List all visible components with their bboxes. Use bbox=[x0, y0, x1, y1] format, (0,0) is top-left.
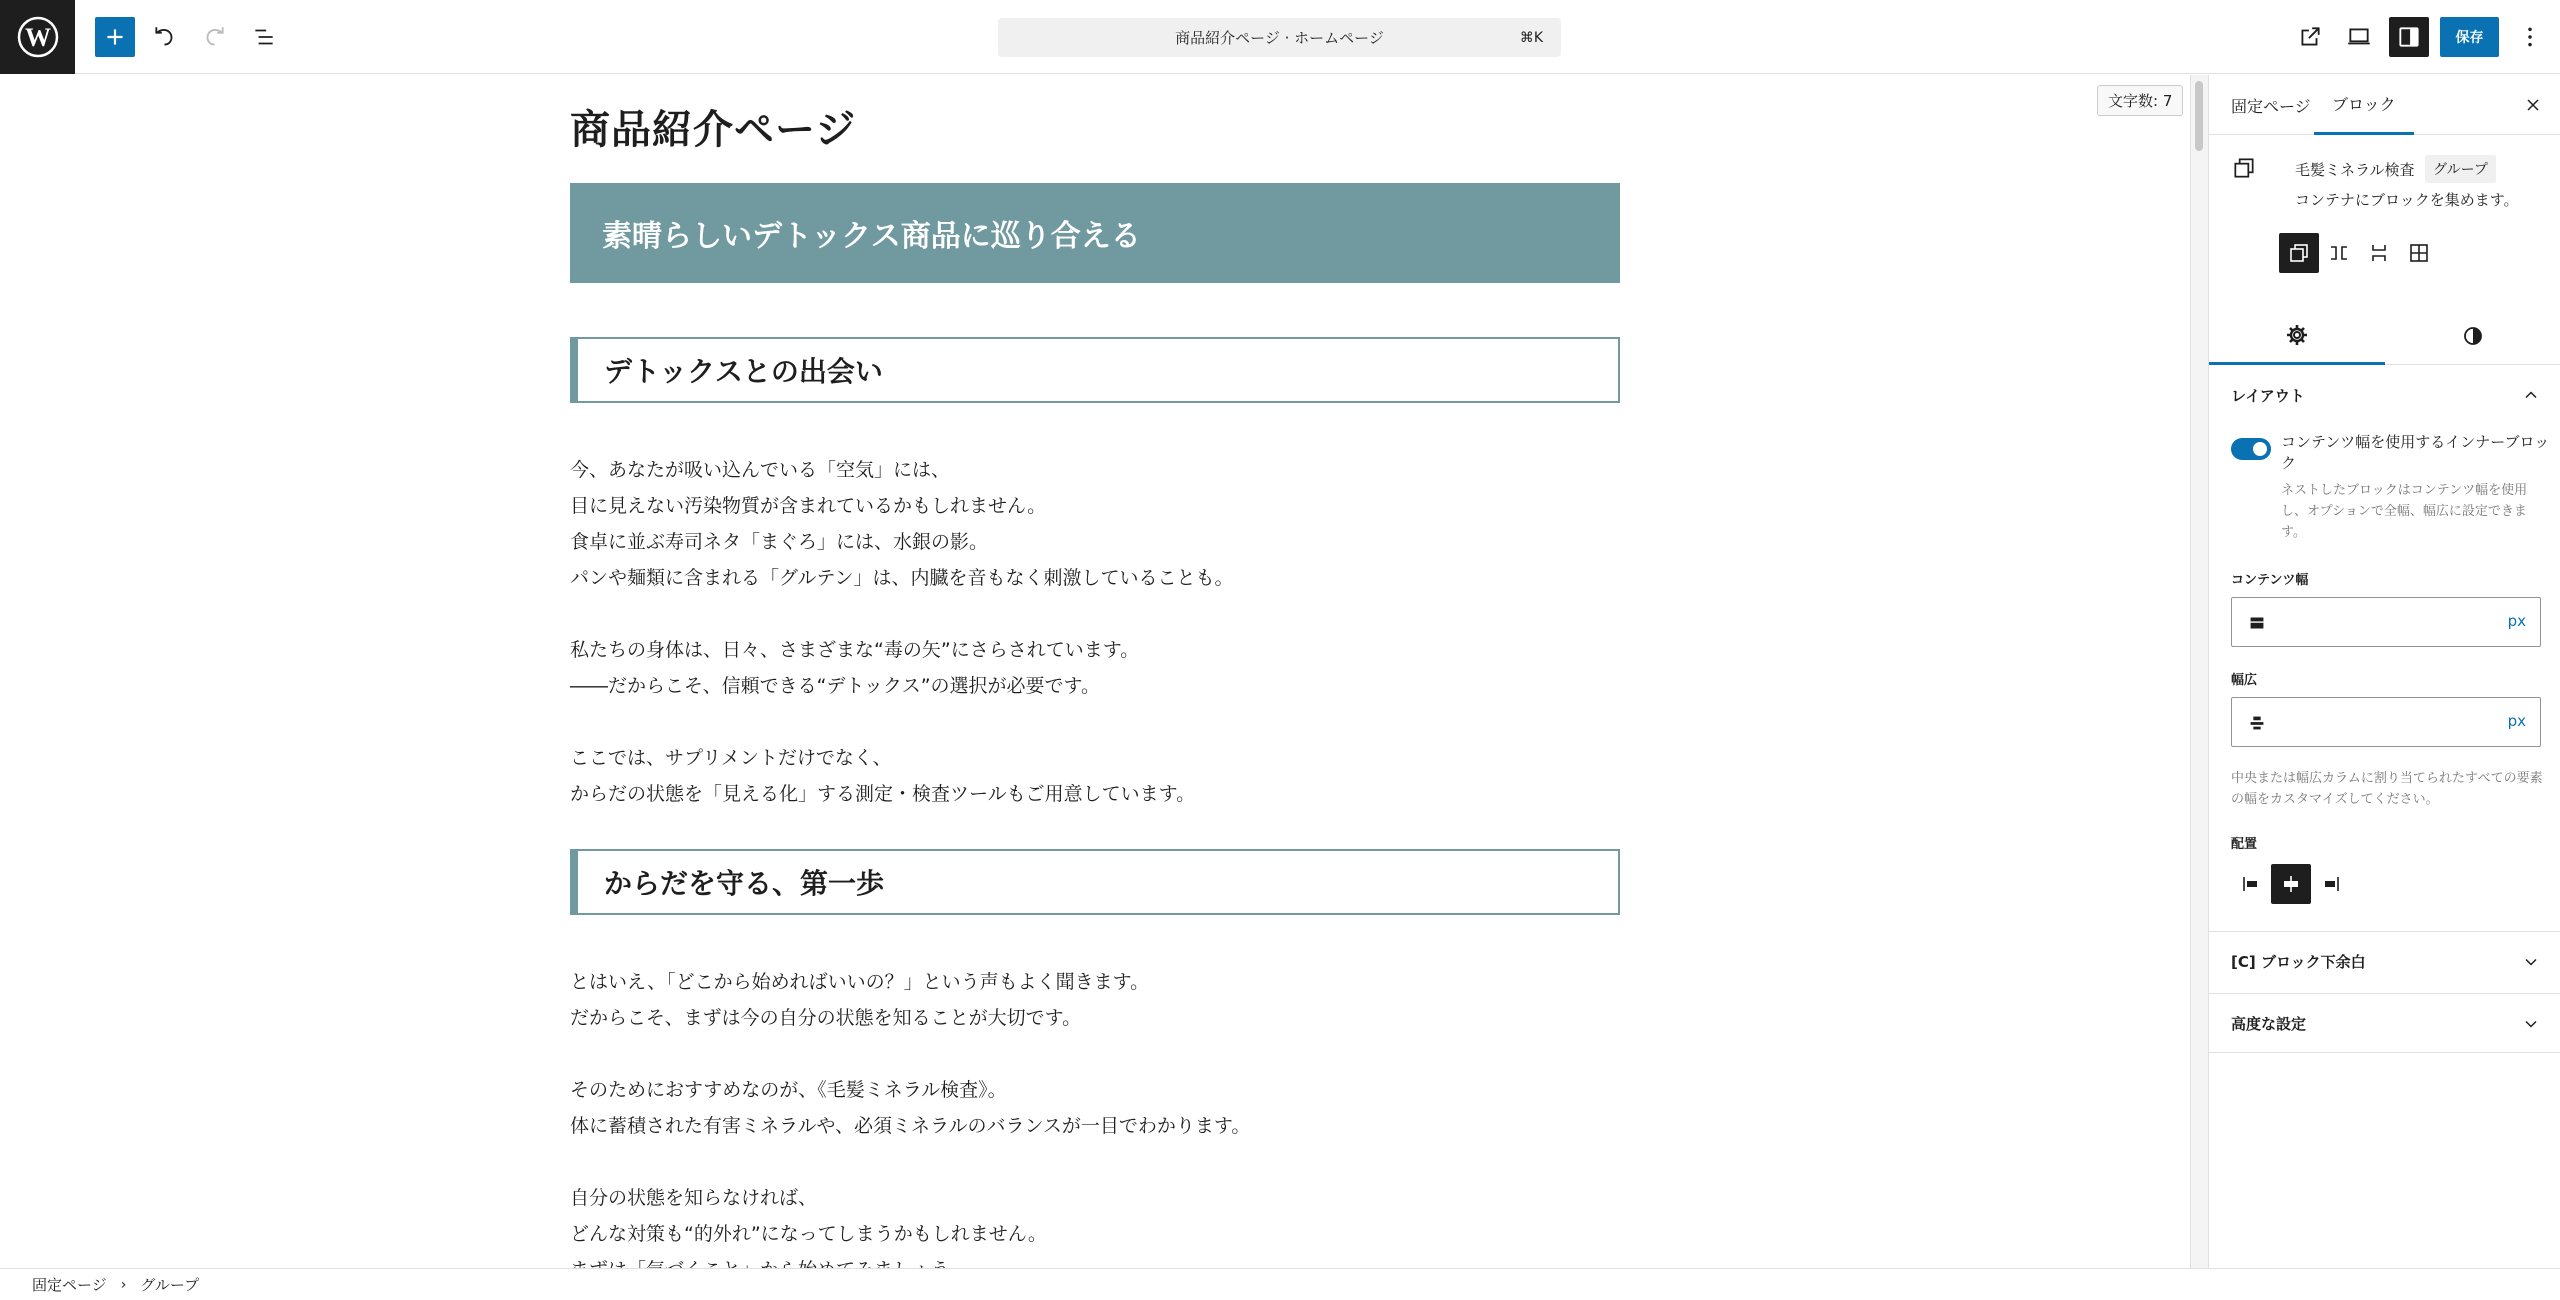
block-breadcrumb bbox=[0, 1268, 2560, 1300]
close-icon bbox=[2523, 95, 2543, 115]
tab-styles[interactable] bbox=[2385, 307, 2560, 365]
paragraph[interactable]: 私たちの身体は、日々、さまざまな“毒の矢”にさらされています。 ――だからこそ、信頼できる“デトックス”の選択が必要です。 bbox=[570, 639, 1140, 697]
paragraph[interactable]: 今、あなたが吸い込んでいる「空気」には、 目に見えない汚染物質が含まれているかもしれません。 食卓に並ぶ寿司ネタ「まぐろ」には、水銀の影。 パンや麺類に含まれる「グルテン」は、内臓を音もなく刺激していることも。 bbox=[570, 459, 1234, 589]
page-title[interactable]: 商品紹介ページ bbox=[570, 107, 857, 153]
content-width-icon bbox=[2246, 612, 2268, 634]
advanced-panel-title: 高度な設定 bbox=[2231, 1014, 2307, 1033]
undo-icon bbox=[152, 24, 178, 50]
paragraph[interactable]: ここでは、サプリメントだけでなく、 からだの状態を「見える化」する測定・検査ツールもご用意しています。 bbox=[570, 747, 1196, 805]
inner-blocks-content-width-toggle[interactable] bbox=[2231, 438, 2271, 460]
justify-left-button[interactable] bbox=[2231, 864, 2271, 904]
wide-width-input[interactable] bbox=[2231, 697, 2541, 747]
contrast-icon bbox=[2461, 324, 2485, 348]
justify-left-icon bbox=[2239, 872, 2263, 896]
top-toolbar bbox=[0, 0, 2560, 74]
chevron-right-icon: › bbox=[120, 1276, 127, 1293]
document-title: 商品紹介ページ · ホームページ bbox=[1175, 29, 1384, 47]
list-view-icon bbox=[251, 24, 277, 50]
document-overview-button[interactable] bbox=[244, 17, 284, 57]
save-button[interactable]: 保存 bbox=[2440, 17, 2499, 57]
chevron-down-icon bbox=[2521, 952, 2541, 972]
settings-sidebar bbox=[2208, 75, 2560, 1268]
paragraph[interactable]: 自分の状態を知らなければ、 どんな対策も“的外れ”になってしまうかもしれません。 bbox=[570, 1187, 1047, 1245]
content-width-unit[interactable]: px bbox=[2507, 612, 2526, 630]
more-vertical-icon bbox=[2517, 24, 2543, 50]
block-type-badge: グループ bbox=[2425, 155, 2496, 183]
sidebar-icon bbox=[2396, 24, 2422, 50]
width-help-text: 中央または幅広カラムに割り当てられたすべての要素の幅をカスタマイズしてください。 bbox=[2231, 771, 2543, 807]
layout-panel-toggle[interactable] bbox=[2209, 365, 2560, 425]
plus-icon bbox=[102, 24, 128, 50]
gear-icon bbox=[2285, 323, 2309, 347]
breadcrumb-item-page[interactable]: 固定ページ bbox=[32, 1276, 107, 1294]
command-palette-bar[interactable] bbox=[998, 18, 1561, 57]
tab-block[interactable]: ブロック bbox=[2314, 75, 2414, 135]
justify-center-icon bbox=[2279, 872, 2303, 896]
shortcut-hint: ⌘K bbox=[1519, 29, 1543, 46]
variation-row-button[interactable] bbox=[2319, 233, 2359, 273]
layout-panel-title: レイアウト bbox=[2231, 386, 2305, 405]
group-variations bbox=[2279, 233, 2439, 273]
justification-controls bbox=[2231, 864, 2351, 904]
group-block-icon bbox=[2231, 155, 2257, 181]
settings-style-tabs bbox=[2209, 307, 2560, 365]
toggle-help-text: ネストしたブロックはコンテンツ幅を使用し、オプションで全幅、幅広に設定できます。 bbox=[2281, 483, 2528, 540]
breadcrumb-item-group[interactable]: グループ bbox=[140, 1276, 200, 1294]
toggle-label: コンテンツ幅を使用するインナーブロック bbox=[2281, 433, 2550, 472]
block-description: コンテナにブロックを集めます。 bbox=[2295, 191, 2519, 209]
chevron-down-icon bbox=[2521, 1014, 2541, 1034]
undo-button[interactable] bbox=[145, 17, 185, 57]
paragraph[interactable]: そのためにおすすめなのが、《毛髪ミネラル検査》。 体に蓄積された有害ミネラルや、必須ミネラルのバランスが一目でわかります。 bbox=[570, 1079, 1251, 1137]
content-width-input[interactable] bbox=[2231, 597, 2541, 647]
wide-width-label: 幅広 bbox=[2231, 673, 2258, 688]
section-heading[interactable]: からだを守る、第一歩 bbox=[570, 849, 1620, 915]
redo-button[interactable] bbox=[194, 17, 234, 57]
svg-text:W: W bbox=[24, 23, 51, 52]
desktop-icon bbox=[2346, 24, 2372, 50]
alignment-label: 配置 bbox=[2231, 837, 2258, 852]
redo-icon bbox=[201, 24, 227, 50]
scrollbar-thumb[interactable] bbox=[2195, 81, 2203, 151]
grid-icon bbox=[2407, 241, 2431, 265]
row-icon bbox=[2327, 241, 2351, 265]
justify-right-button[interactable] bbox=[2311, 864, 2351, 904]
justify-center-button[interactable] bbox=[2271, 864, 2311, 904]
view-page-button[interactable] bbox=[2290, 17, 2330, 57]
preview-device-button[interactable] bbox=[2339, 17, 2379, 57]
external-link-icon bbox=[2297, 24, 2323, 50]
paragraph[interactable]: とはいえ、「どこから始めればいいの？」という声もよく聞きます。 だからこそ、まずは今の自分の状態を知ることが大切です。 bbox=[570, 971, 1150, 1029]
sidebar-tabs bbox=[2209, 75, 2560, 135]
settings-sidebar-toggle[interactable] bbox=[2389, 17, 2429, 57]
justify-right-icon bbox=[2319, 872, 2343, 896]
tab-settings[interactable] bbox=[2209, 307, 2385, 365]
options-button[interactable] bbox=[2510, 17, 2550, 57]
stack-icon bbox=[2367, 241, 2391, 265]
variation-group-button[interactable] bbox=[2279, 233, 2319, 273]
add-block-button[interactable] bbox=[95, 17, 135, 57]
editor-scrollbar[interactable] bbox=[2190, 75, 2208, 1268]
variation-stack-button[interactable] bbox=[2359, 233, 2399, 273]
banner-heading[interactable]: 素晴らしいデトックス商品に巡り合える bbox=[570, 183, 1620, 283]
margin-panel-title: [C] ブロック下余白 bbox=[2231, 953, 2366, 971]
chevron-up-icon bbox=[2521, 385, 2541, 405]
section-heading[interactable]: デトックスとの出会い bbox=[570, 337, 1620, 403]
group-icon bbox=[2287, 241, 2311, 265]
wide-width-icon bbox=[2246, 712, 2268, 734]
content-width-label: コンテンツ幅 bbox=[2231, 573, 2309, 588]
word-count-badge: 文字数: 7 bbox=[2097, 85, 2183, 116]
wide-width-unit[interactable]: px bbox=[2507, 712, 2526, 730]
close-sidebar-button[interactable] bbox=[2519, 91, 2547, 119]
margin-panel-toggle[interactable] bbox=[2209, 931, 2560, 991]
advanced-panel-toggle[interactable] bbox=[2209, 993, 2560, 1053]
tab-page[interactable]: 固定ページ bbox=[2231, 96, 2311, 116]
block-name: 毛髪ミネラル検査 bbox=[2295, 161, 2415, 179]
wordpress-logo-icon[interactable] bbox=[0, 0, 75, 74]
variation-grid-button[interactable] bbox=[2399, 233, 2439, 273]
